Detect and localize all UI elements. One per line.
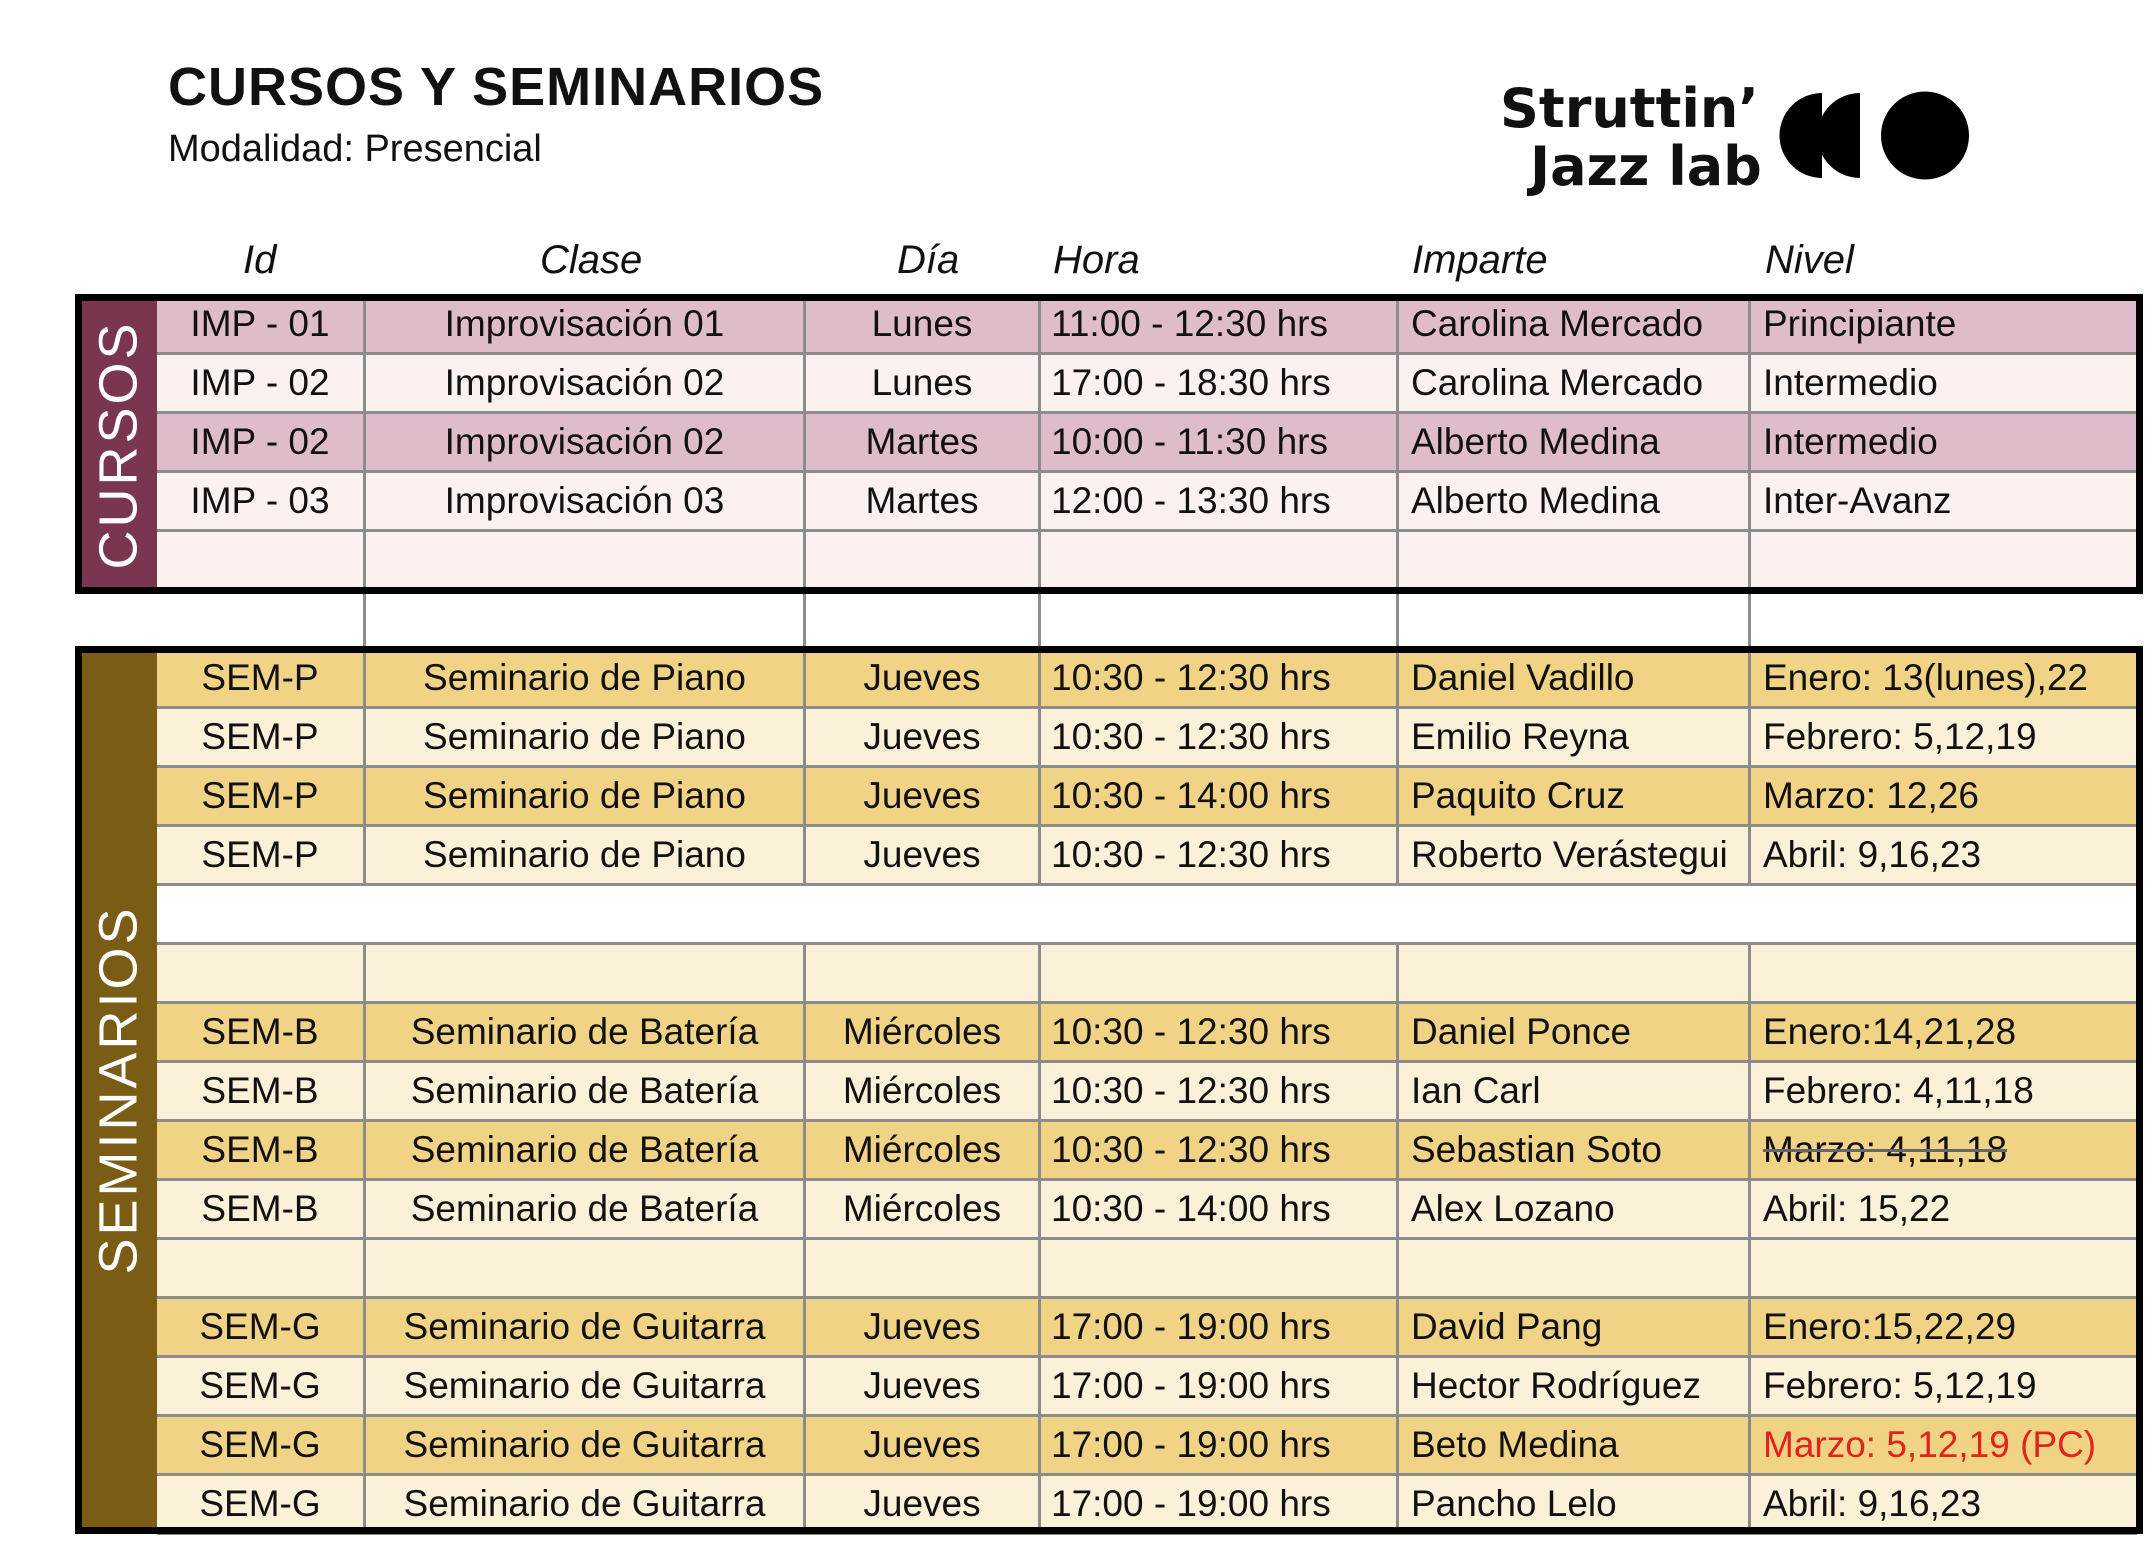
cell-clase: Seminario de Piano (366, 709, 806, 768)
col-header-imparte: Imparte (1412, 238, 1548, 282)
col-header-clase: Clase (540, 238, 643, 282)
cell-clase: Seminario de Guitarra (366, 1299, 806, 1358)
logo-line-2: Jazz lab (1530, 135, 1762, 198)
cell-id: SEM-G (157, 1417, 366, 1476)
cell-clase (366, 1240, 806, 1299)
cell-clase: Improvisación 02 (366, 414, 806, 473)
cell-id: IMP - 02 (157, 355, 366, 414)
cell-hora: 10:30 - 12:30 hrs (1041, 1063, 1399, 1122)
col-header-hora: Hora (1053, 238, 1140, 282)
cell-imparte: Ian Carl (1399, 1063, 1751, 1122)
cell-clase: Seminario de Batería (366, 1004, 806, 1063)
cell-imparte: Daniel Vadillo (1399, 650, 1751, 709)
cell-hora: 11:00 - 12:30 hrs (1041, 296, 1399, 355)
cell-dia: Jueves (806, 1358, 1041, 1417)
cell-hora: 10:30 - 14:00 hrs (1041, 1181, 1399, 1240)
cell-nivel: Abril: 9,16,23 (1751, 827, 2137, 886)
cell-dia: Miércoles (806, 1122, 1041, 1181)
cell-id: IMP - 01 (157, 296, 366, 355)
table-row (157, 414, 2137, 473)
cell-nivel (1751, 886, 2137, 945)
cell-id (157, 886, 366, 945)
cell-id (157, 532, 366, 591)
cell-hora: 17:00 - 19:00 hrs (1041, 1299, 1399, 1358)
cell-hora: 10:30 - 12:30 hrs (1041, 827, 1399, 886)
table-row (157, 296, 2137, 355)
cell-hora: 12:00 - 13:30 hrs (1041, 473, 1399, 532)
cell-imparte: Pancho Lelo (1399, 1476, 1751, 1535)
cell-nivel (1751, 1240, 2137, 1299)
table-row (157, 768, 2137, 827)
cell-dia: Martes (806, 414, 1041, 473)
col-header-nivel: Nivel (1765, 238, 1854, 282)
cell-imparte: Roberto Verástegui (1399, 827, 1751, 886)
cell-clase (366, 945, 806, 1004)
cell-clase: Seminario de Guitarra (366, 1476, 806, 1535)
cell-dia (806, 886, 1041, 945)
cell-dia: Miércoles (806, 1063, 1041, 1122)
cell-nivel: Intermedio (1751, 414, 2137, 473)
modality-label: Modalidad: Presencial (168, 128, 542, 170)
cell-nivel: Inter-Avanz (1751, 473, 2137, 532)
cell-imparte: Daniel Ponce (1399, 1004, 1751, 1063)
cell-id: SEM-G (157, 1476, 366, 1535)
table-row (157, 886, 2137, 945)
table-row (157, 827, 2137, 886)
cell-clase: Improvisación 01 (366, 296, 806, 355)
cell-id: IMP - 03 (157, 473, 366, 532)
cell-imparte (1399, 532, 1751, 591)
table-row (157, 355, 2137, 414)
table-row (157, 1181, 2137, 1240)
table-row (157, 532, 2137, 591)
cell-dia: Lunes (806, 355, 1041, 414)
cell-hora: 10:30 - 12:30 hrs (1041, 709, 1399, 768)
cell-imparte: Emilio Reyna (1399, 709, 1751, 768)
cell-id: SEM-G (157, 1299, 366, 1358)
cursos-section-label: CURSOS (80, 296, 157, 594)
table-row (157, 1417, 2137, 1476)
table-row (157, 1476, 2137, 1535)
cell-hora: 17:00 - 18:30 hrs (1041, 355, 1399, 414)
cell-id: SEM-B (157, 1122, 366, 1181)
cell-clase: Improvisación 02 (366, 355, 806, 414)
cell-dia: Jueves (806, 1299, 1041, 1358)
cell-nivel: Febrero: 5,12,19 (1751, 709, 2137, 768)
cell-imparte: Beto Medina (1399, 1417, 1751, 1476)
cell-id (157, 945, 366, 1004)
cell-clase (366, 591, 806, 650)
cell-hora: 10:30 - 12:30 hrs (1041, 1122, 1399, 1181)
cell-id: SEM-P (157, 768, 366, 827)
cell-imparte: Paquito Cruz (1399, 768, 1751, 827)
cell-imparte: Alberto Medina (1399, 414, 1751, 473)
cell-nivel (1751, 532, 2137, 591)
cell-dia: Jueves (806, 768, 1041, 827)
cell-nivel: Enero:14,21,28 (1751, 1004, 2137, 1063)
cell-id (157, 591, 366, 650)
cell-dia (806, 591, 1041, 650)
table-row (157, 473, 2137, 532)
cell-imparte (1399, 1240, 1751, 1299)
cell-clase: Seminario de Guitarra (366, 1417, 806, 1476)
cell-hora (1041, 1240, 1399, 1299)
cell-nivel (1751, 591, 2137, 650)
cell-imparte (1399, 945, 1751, 1004)
cell-clase: Seminario de Batería (366, 1122, 806, 1181)
cell-id: SEM-B (157, 1063, 366, 1122)
cell-hora: 10:00 - 11:30 hrs (1041, 414, 1399, 473)
table-row (157, 591, 2137, 650)
cell-nivel: Enero: 13(lunes),22 (1751, 650, 2137, 709)
cell-hora: 10:30 - 12:30 hrs (1041, 650, 1399, 709)
cell-hora (1041, 886, 1399, 945)
cell-clase: Seminario de Batería (366, 1181, 806, 1240)
cell-dia: Jueves (806, 1476, 1041, 1535)
cell-imparte (1399, 886, 1751, 945)
table-row (157, 1122, 2137, 1181)
cell-imparte: Carolina Mercado (1399, 296, 1751, 355)
cell-imparte: Alberto Medina (1399, 473, 1751, 532)
table-row (157, 945, 2137, 1004)
cell-nivel: Febrero: 4,11,18 (1751, 1063, 2137, 1122)
cell-nivel: Enero:15,22,29 (1751, 1299, 2137, 1358)
cell-id: SEM-G (157, 1358, 366, 1417)
cell-id: SEM-P (157, 709, 366, 768)
cell-nivel: Marzo: 12,26 (1751, 768, 2137, 827)
cell-clase: Seminario de Guitarra (366, 1358, 806, 1417)
cell-dia: Jueves (806, 650, 1041, 709)
cell-imparte: Sebastian Soto (1399, 1122, 1751, 1181)
cell-clase (366, 532, 806, 591)
table-row (157, 1299, 2137, 1358)
cell-dia: Jueves (806, 1417, 1041, 1476)
cell-dia: Miércoles (806, 1004, 1041, 1063)
cell-hora: 17:00 - 19:00 hrs (1041, 1358, 1399, 1417)
cell-clase: Seminario de Piano (366, 650, 806, 709)
cell-id: SEM-P (157, 827, 366, 886)
cell-nivel: Febrero: 5,12,19 (1751, 1358, 2137, 1417)
cell-id (157, 1240, 366, 1299)
cell-nivel: Intermedio (1751, 355, 2137, 414)
cell-dia: Jueves (806, 709, 1041, 768)
cell-nivel-highlight: Marzo: 5,12,19 (PC) (1751, 1417, 2137, 1476)
cell-clase (366, 886, 806, 945)
cell-imparte: Carolina Mercado (1399, 355, 1751, 414)
cell-id: SEM-B (157, 1004, 366, 1063)
cell-nivel (1751, 945, 2137, 1004)
cell-imparte (1399, 591, 1751, 650)
cell-hora (1041, 591, 1399, 650)
cell-hora: 17:00 - 19:00 hrs (1041, 1417, 1399, 1476)
cell-imparte: Hector Rodríguez (1399, 1358, 1751, 1417)
cell-hora: 10:30 - 12:30 hrs (1041, 1004, 1399, 1063)
cell-dia (806, 945, 1041, 1004)
cell-hora: 17:00 - 19:00 hrs (1041, 1476, 1399, 1535)
cell-dia: Martes (806, 473, 1041, 532)
table-row (157, 650, 2137, 709)
table-row (157, 1240, 2137, 1299)
cell-imparte: David Pang (1399, 1299, 1751, 1358)
table-row (157, 1358, 2137, 1417)
cell-clase: Seminario de Piano (366, 768, 806, 827)
cell-dia: Miércoles (806, 1181, 1041, 1240)
col-header-dia: Día (897, 238, 960, 282)
page-title: CURSOS Y SEMINARIOS (168, 57, 825, 117)
cell-clase: Seminario de Piano (366, 827, 806, 886)
cell-dia (806, 532, 1041, 591)
cell-dia (806, 1240, 1041, 1299)
logo-line-1: Struttin’ (1500, 77, 1759, 140)
table-row (157, 1004, 2137, 1063)
table-row (157, 709, 2137, 768)
cell-imparte: Alex Lozano (1399, 1181, 1751, 1240)
cell-hora (1041, 532, 1399, 591)
cell-nivel: Principiante (1751, 296, 2137, 355)
cell-hora (1041, 945, 1399, 1004)
cell-nivel: Abril: 15,22 (1751, 1181, 2137, 1240)
cell-id: SEM-B (157, 1181, 366, 1240)
cell-nivel: Abril: 9,16,23 (1751, 1476, 2137, 1535)
table-row (157, 1063, 2137, 1122)
cell-hora: 10:30 - 14:00 hrs (1041, 768, 1399, 827)
seminarios-section-label: SEMINARIOS (80, 648, 157, 1532)
logo-circles-icon (1775, 88, 1975, 183)
cell-id: IMP - 02 (157, 414, 366, 473)
col-header-id: Id (243, 238, 277, 282)
cell-id: SEM-P (157, 650, 366, 709)
cell-clase: Seminario de Batería (366, 1063, 806, 1122)
cell-dia: Jueves (806, 827, 1041, 886)
brand-logo (1500, 77, 1762, 198)
cell-nivel-struck: Marzo: 4,11,18 (1751, 1122, 2137, 1181)
cell-clase: Improvisación 03 (366, 473, 806, 532)
cell-dia: Lunes (806, 296, 1041, 355)
